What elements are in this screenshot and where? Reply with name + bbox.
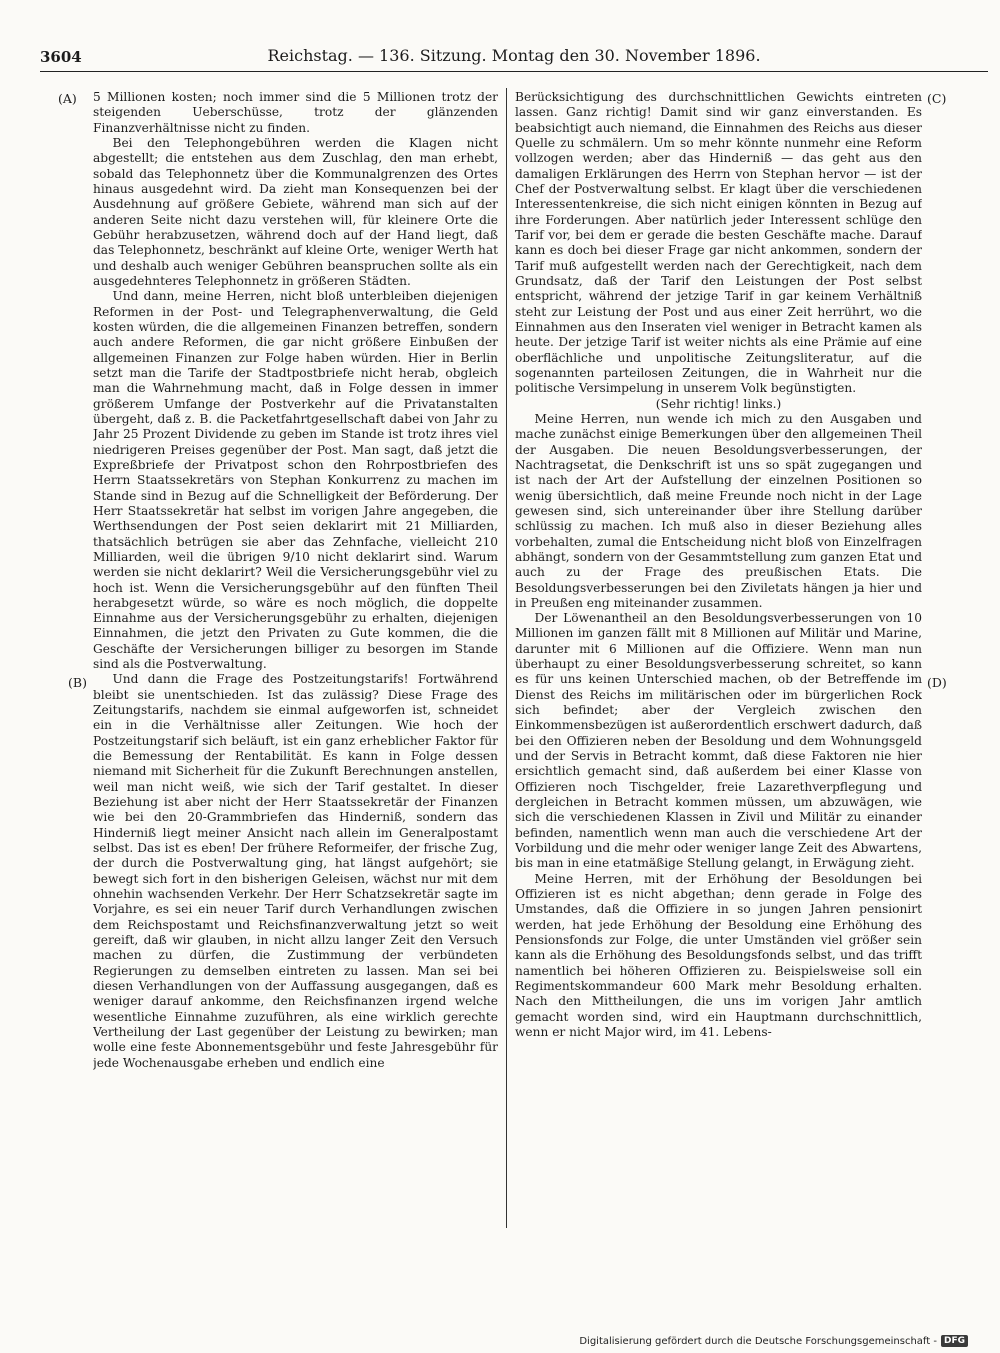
left-column [93, 90, 498, 1230]
paragraph: Meine Herren, mit der Erhöhung der Besoldungen bei Offizieren ist es nicht abgethan; denn gerade in Folge des Umstandes, daß die Offiziere in so jungen Jahren pensionirt werden, hat jede Erhöhung der Besoldung eine Erhöhung des Pensionsfonds zur Folge, die unter Umständen viel größer sein kann als die Erhöhung des Besoldungsfonds selbst, und das trifft namentlich bei höheren Offizieren zu. Beispielsweise soll ein Regimentskommandeur 600 Mark mehr Besoldung erhalten. Nach den Mittheilungen, die uns im vorigen Jahr amtlich gemacht worden sind, wird ein Hauptmann durchschnittlich, wenn er nicht Major wird, im 41. Lebens- [515, 871, 922, 1040]
paragraph: Berücksichtigung des durchschnittlichen Gewichts eintreten lassen. Ganz richtig! Damit sind wir ganz einverstanden. Es beabsichtigt auch niemand, die Einnahmen des Reichs aus dieser Quelle zu schmälern. Um so mehr könnte nunmehr eine Reform vollzogen werden; aber das Hinderniß — das geht aus den damaligen Erklärungen des Herrn von Stephan hervor — ist der Chef der Postverwaltung selbst. Er klagt über die verschiedenen Interessentenkreise, die sich nicht einigen könnten in Bezug auf ihre Forderungen. Aber natürlich jeder Interessent schlüge den Tarif vor, bei dem er gerade die besten Geschäfte mache. Darauf kann es doch bei dieser Frage gar nicht ankommen, sondern der Tarif muß aufgestellt werden nach der Gerechtigkeit, nach dem Grundsatz, daß der Tarif den Leistungen der Post selbst entspricht, während der jetzige Tarif in gar keinem Verhältniß steht zur Leistung der Post und aus einer Zeit herrührt, wo die Einnahmen aus den Inseraten viel weniger in Betracht kamen als heute. Der jetzige Tarif ist weiter nichts als eine Prämie auf eine oberflächliche und unpolitische Zeitungsliteratur, auf die sogenannten parteilosen Zeitungen, die in Wahrheit nur die politische Versimpelung in unserem Volk begünstigten. [515, 90, 922, 396]
page-number: 3604 [40, 48, 82, 66]
running-title: Reichstag. — 136. Sitzung. Montag den 30. November 1896. [267, 46, 761, 65]
margin-marker-b: (B) [68, 675, 87, 690]
digitization-footer [579, 1335, 968, 1347]
page-header [40, 44, 988, 72]
paragraph: Und dann die Frage des Postzeitungstarifs! Fortwährend bleibt sie unentschieden. Ist das zulässig? Diese Frage des Zeitungstarifs, nachdem sie einmal aufgeworfen ist, schneidet ein in die Verhältnisse aller Zeitungen. Wie hoch der Postzeitungstarif sich beläuft, ist ein ganz erheblicher Faktor für die Bemessung der Rentabilität. Es kann in Folge dessen niemand mit Sicherheit für die Zukunft Berechnungen anstellen, weil man nicht weiß, wie sich der Tarif gestaltet. In dieser Beziehung ist aber nicht der Herr Staatssekretär der Finanzen wie bei den 20-Grammbriefen das Hinderniß, sondern das Hinderniß liegt meiner Ansicht nach allein im Generalpostamt selbst. Das ist es eben! Der frühere Reformeifer, der frische Zug, der durch die Postverwaltung ging, hat längst aufgehört; sie bewegt sich fort in den bisherigen Geleisen, wächst nur mit dem ohnehin wachsenden Verkehr. Der Herr Schatzsekretär sagte im Vorjahre, es sei ein neuer Tarif durch Verhandlungen zwischen dem Reichspostamt und Reichsfinanzverwaltung jetzt so weit gereift, daß wir glauben, in nicht allzu langer Zeit den Versuch machen zu dürfen, die Zustimmung der verbündeten Regierungen zu demselben eintreten zu lassen. Man sei bei diesen Verhandlungen von der Auffassung ausgegangen, daß es weniger darauf ankomme, den Reichsfinanzen irgend welche wesentliche Einnahme zuzuführen, als eine wirklich gerechte Vertheilung der Last gegenüber der Leistung zu bewirken; man wolle eine feste Abonnementsgebühr und feste Jahresgebühr für jede Wochenausgabe erheben und endlich eine [93, 672, 498, 1070]
paragraph: Und dann, meine Herren, nicht bloß unterbleiben diejenigen Reformen in der Post- und Telegraphenverwaltung, die Geld kosten würden, die die allgemeinen Finanzen betreffen, sondern auch andere Reformen, die gar nicht größere Einbußen der allgemeinen Finanzen zur Folge haben würden. Hier in Berlin setzt man die Tarife der Stadtpostbriefe nicht herab, obgleich man die Wahrnehmung macht, daß in Folge dessen in immer größerem Umfange der Postverkehr auf die Privatanstalten übergeht, daß z. B. die Packetfahrtgesellschaft dabei von Jahr zu Jahr 25 Prozent Dividende zu geben im Stande ist trotz ihres viel niedrigeren Preises gegenüber der Post. Man sagt, daß jetzt die Expreßbriefe der Privatpost schon den Rohrpostbriefen des Herrn Staatssekretärs von Stephan Konkurrenz zu machen im Stande sind in Bezug auf die Schnelligkeit der Beförderung. Der Herr Staatssekretär hat selbst im vorigen Jahre angegeben, die Werthsendungen der Post seien deklarirt mit 21 Milliarden, thatsächlich betrügen sie aber das Zehnfache, vielleicht 210 Milliarden, weil die übrigen 9/10 nicht deklarirt sind. Warum werden sie nicht deklarirt? Weil die Versicherungsgebühr viel zu hoch ist. Wenn die Versicherungsgebühr auf den fünften Theil herabgesetzt würde, so wäre es noch möglich, die doppelte Einnahme aus der Versicherungsgebühr zu erhalten, diejenigen Einnahmen, die jetzt den Privaten zu Gute kommen, die die Geschäfte der Versicherungen billiger zu besorgen im Stande sind als die Postverwaltung. [93, 289, 498, 672]
interjection: (Sehr richtig! links.) [655, 396, 782, 411]
column-divider [506, 88, 507, 1228]
footer-text: Digitalisierung gefördert durch die Deutsche Forschungsgemeinschaft - [579, 1335, 937, 1347]
margin-marker-c: (C) [927, 91, 947, 106]
margin-marker-a: (A) [58, 91, 77, 106]
paragraph: Bei den Telephongebühren werden die Klagen nicht abgestellt; die entstehen aus dem Zuschlag, den man erhebt, sobald das Telephonnetz über die Kommunalgrenzen des Ortes hinaus ausgedehnt wird. Da zieht man Konsequenzen bei der Ausdehnung auf größere Gebiete, während man sich auf der anderen Seite nicht dazu verstehen will, für kleinere Orte die Gebühr herabzusetzen, während doch auf der Hand liegt, daß das Telephonnetz, beschränkt auf kleine Orte, weniger Werth hat und deshalb auch weniger Gebühren beanspruchen sollte als ein ausgedehnteres Telephonnetz in größeren Städten. [93, 135, 498, 288]
header-rule [40, 71, 988, 72]
dfg-logo: DFG [941, 1335, 968, 1347]
paragraph: 5 Millionen kosten; noch immer sind die 5 Millionen trotz der steigenden Ueberschüsse, trotz der glänzenden Finanzverhältnisse nicht zu finden. [93, 90, 498, 135]
paragraph: Meine Herren, nun wende ich mich zu den Ausgaben und mache zunächst einige Bemerkungen über den allgemeinen Theil der Ausgaben. Die neuen Besoldungsverbesserungen, der Nachtragsetat, die Denkschrift ist uns so spät zugegangen und ist nach der Art der Aufstellung der einzelnen Positionen so wenig übersichtlich, daß meine Freunde noch nicht in der Lage gewesen sind, sich untereinander über ihre Stellung darüber schlüssig zu machen. Ich muß also in dieser Beziehung alles vorbehalten, zumal die Entscheidung nicht bloß von Einzelfragen abhängt, sondern von der Gesammtstellung zum ganzen Etat und auch zu der Frage des preußischen Etats. Die Besoldungsverbesserungen bei den Ziviletats hängen ja hier und in Preußen eng miteinander zusammen. [515, 411, 922, 610]
right-column [515, 90, 922, 1230]
margin-marker-d: (D) [927, 675, 947, 690]
paragraph: Der Löwenantheil an den Besoldungsverbesserungen von 10 Millionen im ganzen fällt mit 8 Millionen auf Militär und Marine, darunter mit 6 Millionen auf die Offiziere. Wenn man nun überhaupt zu einer Besoldungsverbesserung schreitet, so kann es für uns keinen Unterschied machen, ob der Betreffende im Dienst des Reichs im militärischen oder im bürgerlichen Rock sich befindet; aber der Vergleich zwischen den Einkommensbezügen ist außerordentlich erschwert dadurch, daß bei den Offizieren neben der Besoldung und dem Wohnungsgeld und der Servis in Betracht kommt, daß diese Faktoren nie hier ersichtlich gemacht sind, daß außerdem bei einer Klasse von Offizieren noch Tischgelder, freie Lazarethverpflegung und dergleichen in Betracht kommen müssen, um abzuwägen, wie sich die verschiedenen Klassen in Zivil und Militär zu einander befinden, namentlich wenn man auch die verschiedene Art der Vorbildung und die mehr oder weniger lange Zeit des Abwartens, bis man in eine etatmäßige Stellung gelangt, in Erwägung zieht. [515, 611, 922, 871]
